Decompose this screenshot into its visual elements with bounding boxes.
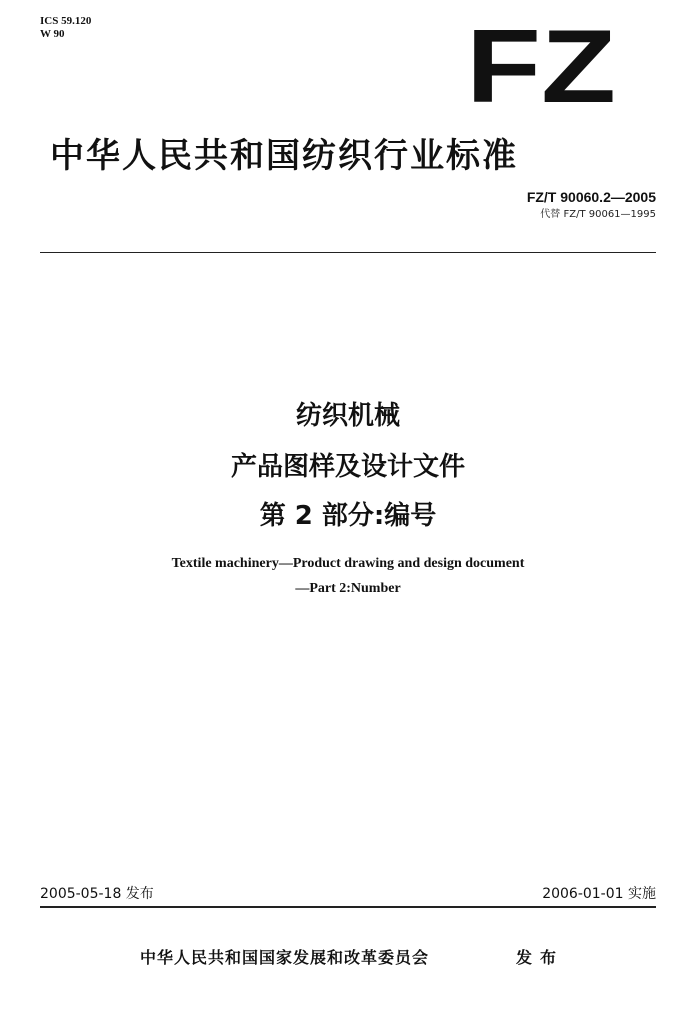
implement-date: 2006-01-01 实施: [542, 886, 656, 902]
issuing-authority: 中华人民共和国国家发展和改革委员会: [140, 948, 430, 967]
doc-title-line-1: 纺织机械: [295, 401, 400, 431]
issue-label: 发布: [516, 948, 565, 967]
doc-title-line-2: 产品图样及设计文件: [230, 452, 465, 482]
footer-divider: [40, 906, 656, 908]
fz-logo-text: FZ: [466, 22, 616, 106]
standard-number: FZ/T 90060.2—2005: [526, 189, 656, 205]
fz-logo: [466, 22, 616, 106]
header-divider: [40, 252, 656, 253]
doc-title-line-3: 第 2 部分:编号: [259, 501, 437, 531]
english-title-line-2: —Part 2:Number: [295, 581, 401, 596]
ics-code: ICS 59.120: [40, 15, 92, 27]
ccs-code: W 90: [40, 28, 65, 40]
classification-codes: [40, 15, 91, 41]
english-title-line-1: Textile machinery—Product drawing and design document: [171, 556, 525, 571]
standard-title: 中华人民共和国纺织行业标准: [50, 136, 518, 176]
replaces-note: 代替 FZ/T 90061—1995: [540, 209, 656, 220]
publish-date: 2005-05-18 发布: [40, 886, 154, 902]
